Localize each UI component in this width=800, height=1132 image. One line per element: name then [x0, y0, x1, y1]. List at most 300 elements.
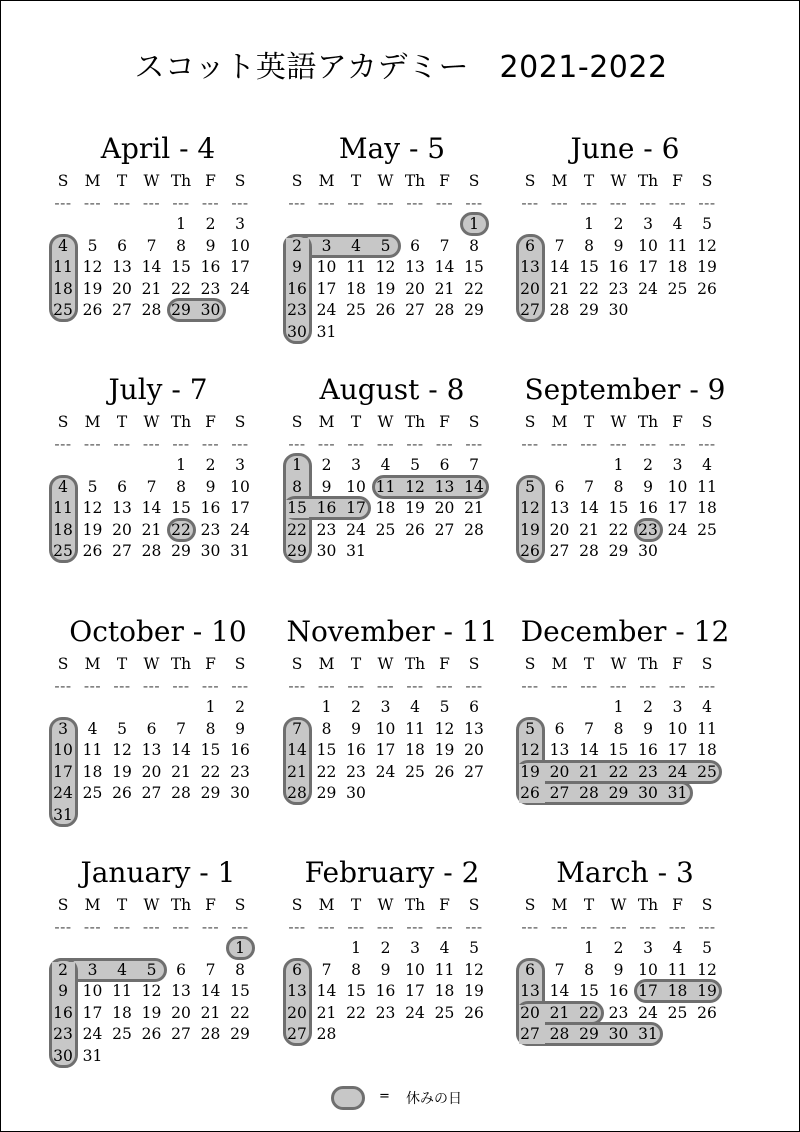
weekday-divider: --- [580, 435, 598, 453]
day-number: 31 [346, 542, 366, 560]
day-number: 16 [200, 499, 221, 517]
weekday-label: T [583, 655, 595, 673]
weekday-label: T [350, 655, 362, 673]
day-number: 3 [410, 939, 420, 957]
holiday-day: 3 [58, 719, 68, 738]
day-number: 29 [230, 1025, 250, 1043]
day-number: 15 [464, 258, 484, 276]
weekday-divider: --- [54, 435, 72, 453]
day-number: 26 [82, 542, 103, 560]
holiday-day: 9 [58, 982, 68, 1000]
day-number: 28 [579, 542, 599, 560]
holiday-day: 5 [525, 719, 535, 738]
weekday-divider: --- [435, 435, 454, 453]
day-number: 3 [672, 456, 683, 474]
weekday-label: W [610, 413, 627, 431]
weekday-label: S [701, 896, 713, 914]
day-number: 19 [112, 762, 132, 781]
weekday-divider: --- [113, 918, 131, 936]
weekday-divider: --- [521, 918, 539, 936]
weekday-label: F [439, 413, 450, 431]
weekday-label: S [234, 655, 246, 673]
day-number: 25 [434, 1003, 455, 1022]
weekday-divider: --- [54, 194, 72, 212]
day-number: 5 [87, 236, 98, 255]
holiday-day: 27 [520, 301, 540, 319]
month-calendar [510, 612, 740, 852]
day-number: 28 [434, 301, 455, 319]
weekday-divider: --- [317, 435, 336, 453]
day-number: 2 [613, 939, 624, 957]
day-number: 16 [375, 982, 396, 1000]
holiday-day: 26 [520, 784, 540, 802]
weekday-divider: --- [465, 677, 483, 695]
day-number: 17 [405, 982, 425, 1000]
weekday-label: F [439, 655, 450, 673]
day-number: 28 [549, 301, 570, 319]
holiday-day: 5 [525, 477, 535, 496]
day-number: 15 [346, 982, 366, 1000]
holiday-day: 2 [292, 236, 302, 255]
month-calendar [277, 853, 507, 1093]
weekday-divider: --- [201, 677, 220, 695]
weekday-divider: --- [201, 194, 220, 212]
day-number: 23 [200, 520, 221, 539]
day-number: 28 [171, 784, 191, 802]
day-number: 11 [112, 982, 132, 1000]
day-number: 26 [434, 762, 455, 781]
day-number: 15 [579, 982, 599, 1000]
weekday-label: F [672, 896, 683, 914]
holiday-day: 6 [525, 236, 535, 255]
month-calendar [43, 853, 273, 1093]
day-number: 18 [405, 741, 425, 759]
day-number: 24 [316, 301, 337, 319]
day-number: 7 [205, 960, 216, 979]
day-number: 27 [112, 542, 132, 560]
day-number: 1 [176, 215, 186, 233]
day-number: 22 [230, 1003, 250, 1022]
day-number: 7 [146, 477, 157, 496]
day-number: 28 [200, 1025, 221, 1043]
weekday-divider: --- [376, 918, 395, 936]
weekday-label: W [143, 655, 160, 673]
day-number: 3 [235, 215, 245, 233]
day-number: 14 [171, 741, 191, 759]
holiday-marker-icon [331, 1086, 365, 1110]
month-title: April - 4 [100, 132, 216, 165]
holiday-day: 2 [58, 960, 68, 979]
weekday-divider: --- [580, 677, 598, 695]
day-number: 9 [643, 477, 653, 496]
weekday-divider: --- [550, 435, 569, 453]
day-number: 8 [613, 477, 624, 496]
day-number: 16 [346, 741, 366, 759]
day-number: 16 [230, 741, 250, 759]
day-number: 6 [469, 698, 479, 716]
day-number: 17 [82, 1003, 103, 1022]
day-number: 6 [410, 236, 420, 255]
day-number: 27 [141, 784, 162, 802]
day-number: 25 [405, 762, 425, 781]
day-number: 21 [141, 520, 162, 539]
day-number: 21 [200, 1003, 221, 1022]
day-number: 12 [434, 719, 455, 738]
weekday-label: S [234, 172, 246, 190]
day-number: 4 [702, 698, 712, 716]
day-number: 12 [697, 960, 717, 979]
day-number: 13 [549, 499, 570, 517]
holiday-day: 8 [292, 477, 302, 496]
day-number: 22 [346, 1003, 366, 1022]
weekday-divider: --- [698, 435, 716, 453]
weekday-divider: --- [550, 194, 569, 212]
weekday-divider: --- [142, 194, 161, 212]
day-number: 2 [205, 215, 216, 233]
day-number: 3 [235, 456, 245, 474]
day-number: 9 [235, 719, 245, 738]
holiday-day: 17 [53, 762, 73, 781]
weekday-label: M [84, 413, 101, 431]
holiday-day: 6 [525, 960, 535, 979]
legend [331, 1085, 531, 1111]
day-number: 13 [464, 719, 484, 738]
day-number: 7 [439, 236, 450, 255]
weekday-label: W [377, 655, 394, 673]
day-number: 17 [230, 258, 250, 276]
day-number: 10 [638, 960, 658, 979]
holiday-day: 15 [287, 499, 307, 517]
day-number: 11 [697, 477, 717, 496]
weekday-divider: --- [376, 194, 395, 212]
month-calendar [277, 612, 507, 852]
holiday-day: 19 [520, 762, 540, 781]
day-number: 25 [82, 784, 103, 802]
holiday-day: 24 [53, 784, 73, 802]
day-number: 19 [434, 741, 455, 759]
day-number: 14 [141, 499, 162, 517]
weekday-label: M [551, 413, 568, 431]
day-number: 23 [230, 762, 250, 781]
weekday-label: F [439, 172, 450, 190]
day-number: 10 [82, 982, 103, 1000]
day-number: 15 [200, 741, 221, 759]
weekday-divider: --- [406, 918, 424, 936]
day-number: 1 [584, 939, 594, 957]
day-number: 30 [638, 542, 658, 560]
weekday-divider: --- [698, 194, 716, 212]
day-number: 30 [200, 542, 221, 560]
day-number: 27 [112, 301, 132, 319]
day-number: 22 [200, 762, 221, 781]
holiday-day: 22 [171, 520, 191, 539]
weekday-label: F [205, 896, 216, 914]
weekday-label: W [143, 896, 160, 914]
day-number: 13 [141, 741, 162, 759]
holiday-day: 25 [667, 1003, 688, 1022]
weekday-divider: --- [609, 677, 628, 695]
day-number: 15 [579, 258, 599, 276]
day-number: 28 [141, 542, 162, 560]
weekday-label: T [116, 655, 128, 673]
day-number: 9 [351, 719, 361, 738]
day-number: 22 [171, 279, 191, 298]
day-number: 8 [469, 236, 479, 255]
day-number: 5 [117, 719, 127, 738]
holiday-day: 25 [697, 762, 717, 781]
month-title: May - 5 [338, 132, 446, 165]
holiday-day: 26 [520, 542, 540, 560]
day-number: 19 [82, 520, 103, 539]
holiday-day: 18 [53, 520, 73, 539]
day-number: 1 [613, 456, 624, 474]
holiday-day: 29 [608, 784, 629, 802]
day-number: 18 [375, 499, 396, 517]
day-number: 6 [117, 477, 127, 496]
holiday-day: 22 [287, 520, 307, 539]
weekday-label: T [350, 413, 362, 431]
holiday-day: 14 [464, 477, 484, 496]
day-number: 19 [141, 1003, 162, 1022]
month-title: July - 7 [108, 373, 208, 406]
weekday-label: T [116, 413, 128, 431]
weekday-divider: --- [668, 194, 687, 212]
day-number: 8 [205, 719, 216, 738]
month-calendar [43, 612, 273, 852]
weekday-label: T [583, 413, 595, 431]
holiday-day: 29 [171, 301, 191, 319]
weekday-label: Th [170, 172, 192, 190]
day-number: 22 [464, 279, 484, 298]
day-number: 7 [469, 456, 479, 474]
weekday-label: T [116, 172, 128, 190]
weekday-label: S [701, 413, 713, 431]
weekday-divider: --- [231, 918, 249, 936]
holiday-day: 7 [292, 719, 302, 738]
weekday-divider: --- [609, 918, 628, 936]
day-number: 16 [638, 741, 658, 759]
holiday-day: 26 [697, 1003, 717, 1022]
month-title: October - 10 [69, 615, 247, 648]
weekday-divider: --- [580, 194, 598, 212]
holiday-day: 27 [287, 1025, 307, 1043]
day-number: 7 [584, 719, 594, 738]
holiday-day: 30 [608, 1025, 629, 1043]
holiday-day: 11 [53, 258, 73, 276]
day-number: 9 [613, 960, 624, 979]
day-number: 12 [464, 960, 484, 979]
day-number: 26 [112, 784, 132, 802]
day-number: 15 [171, 499, 191, 517]
weekday-divider: --- [668, 918, 687, 936]
weekday-label: S [468, 655, 480, 673]
holiday-day: 31 [638, 1025, 658, 1043]
weekday-divider: --- [376, 677, 395, 695]
day-number: 25 [667, 279, 688, 298]
holiday-day: 21 [549, 1003, 570, 1022]
day-number: 9 [380, 960, 391, 979]
day-number: 8 [613, 719, 624, 738]
day-number: 15 [230, 982, 250, 1000]
holiday-day: 6 [292, 960, 302, 979]
weekday-divider: --- [376, 435, 395, 453]
day-number: 9 [205, 477, 216, 496]
day-number: 25 [697, 520, 717, 539]
holiday-day: 23 [287, 301, 307, 319]
holiday-day: 13 [520, 258, 540, 276]
day-number: 11 [697, 719, 717, 738]
month-title: February - 2 [304, 856, 480, 889]
day-number: 8 [176, 477, 186, 496]
day-number: 3 [672, 698, 683, 716]
day-number: 10 [230, 477, 250, 496]
holiday-day: 21 [287, 762, 307, 781]
day-number: 3 [643, 215, 653, 233]
day-number: 20 [405, 279, 425, 298]
day-number: 3 [380, 698, 391, 716]
day-number: 9 [205, 236, 216, 255]
day-number: 13 [112, 499, 132, 517]
weekday-label: S [701, 655, 713, 673]
day-number: 17 [230, 499, 250, 517]
day-number: 18 [667, 258, 688, 276]
holiday-day: 30 [287, 322, 307, 341]
weekday-label: W [143, 413, 160, 431]
weekday-label: T [583, 172, 595, 190]
day-number: 30 [346, 784, 366, 802]
weekday-divider: --- [639, 677, 657, 695]
weekday-divider: --- [288, 677, 306, 695]
day-number: 27 [434, 520, 455, 539]
day-number: 17 [375, 741, 396, 759]
day-number: 18 [697, 741, 717, 759]
day-number: 8 [321, 719, 332, 738]
day-number: 23 [316, 520, 337, 539]
day-number: 12 [375, 258, 396, 276]
weekday-label: M [318, 172, 335, 190]
holiday-day: 22 [608, 762, 629, 781]
weekday-divider: --- [521, 677, 539, 695]
holiday-day: 30 [200, 301, 221, 319]
holiday-day: 23 [638, 520, 658, 539]
day-number: 10 [405, 960, 425, 979]
day-number: 7 [176, 719, 186, 738]
day-number: 24 [405, 1003, 425, 1022]
holiday-day: 12 [520, 499, 540, 517]
weekday-label: Th [637, 655, 659, 673]
weekday-label: F [672, 655, 683, 673]
day-number: 21 [171, 762, 191, 781]
weekday-divider: --- [54, 918, 72, 936]
weekday-divider: --- [83, 918, 102, 936]
day-number: 1 [351, 939, 361, 957]
weekday-divider: --- [142, 918, 161, 936]
day-number: 24 [638, 279, 658, 298]
weekday-label: M [551, 655, 568, 673]
day-number: 22 [579, 279, 599, 298]
month-calendar [510, 853, 740, 1093]
weekday-label: M [551, 896, 568, 914]
day-number: 26 [141, 1025, 162, 1043]
day-number: 15 [608, 741, 629, 759]
day-number: 7 [146, 236, 157, 255]
holiday-day: 4 [58, 477, 68, 496]
weekday-label: W [610, 896, 627, 914]
holiday-day: 13 [434, 477, 455, 496]
holiday-day: 29 [287, 542, 307, 560]
weekday-label: S [291, 413, 303, 431]
day-number: 21 [549, 279, 570, 298]
day-number: 10 [375, 719, 396, 738]
weekday-label: W [610, 655, 627, 673]
weekday-label: W [377, 172, 394, 190]
holiday-day: 9 [292, 258, 302, 276]
day-number: 1 [321, 698, 332, 716]
holiday-day: 19 [697, 982, 717, 1000]
weekday-label: S [524, 896, 536, 914]
weekday-divider: --- [172, 677, 190, 695]
weekday-label: S [234, 413, 246, 431]
day-number: 31 [316, 322, 337, 341]
day-number: 10 [230, 236, 250, 255]
weekday-label: W [377, 413, 394, 431]
day-number: 8 [235, 960, 245, 979]
weekday-divider: --- [580, 918, 598, 936]
holiday-day: 24 [638, 1003, 658, 1022]
weekday-divider: --- [113, 194, 131, 212]
weekday-label: M [551, 172, 568, 190]
day-number: 18 [112, 1003, 132, 1022]
day-number: 24 [230, 520, 250, 539]
holiday-day: 20 [520, 1003, 540, 1022]
day-number: 19 [375, 279, 396, 298]
weekday-label: Th [404, 896, 426, 914]
month-title: June - 6 [570, 132, 680, 165]
day-number: 14 [434, 258, 455, 276]
weekday-divider: --- [435, 194, 454, 212]
day-number: 2 [235, 698, 245, 716]
day-number: 29 [200, 784, 221, 802]
weekday-divider: --- [435, 918, 454, 936]
day-number: 5 [702, 939, 712, 957]
month-title: August - 8 [319, 373, 465, 406]
day-number: 4 [672, 215, 683, 233]
day-number: 20 [434, 499, 455, 517]
day-number: 2 [613, 215, 624, 233]
weekday-divider: --- [172, 435, 190, 453]
day-number: 1 [613, 698, 624, 716]
holiday-day: 21 [579, 762, 599, 781]
day-number: 27 [549, 542, 570, 560]
month-title: March - 3 [556, 856, 694, 889]
day-number: 19 [464, 982, 484, 1000]
day-number: 15 [608, 499, 629, 517]
day-number: 10 [667, 719, 688, 738]
weekday-divider: --- [550, 918, 569, 936]
weekday-divider: --- [231, 435, 249, 453]
day-number: 11 [667, 960, 688, 979]
day-number: 22 [608, 520, 629, 539]
day-number: 30 [316, 542, 337, 560]
weekday-divider: --- [521, 194, 539, 212]
holiday-day: 20 [520, 279, 540, 298]
weekday-divider: --- [113, 435, 131, 453]
holiday-day: 22 [579, 1003, 599, 1022]
holiday-day: 1 [469, 215, 479, 233]
holiday-day: 3 [321, 236, 332, 255]
day-number: 13 [405, 258, 425, 276]
weekday-label: T [350, 172, 362, 190]
